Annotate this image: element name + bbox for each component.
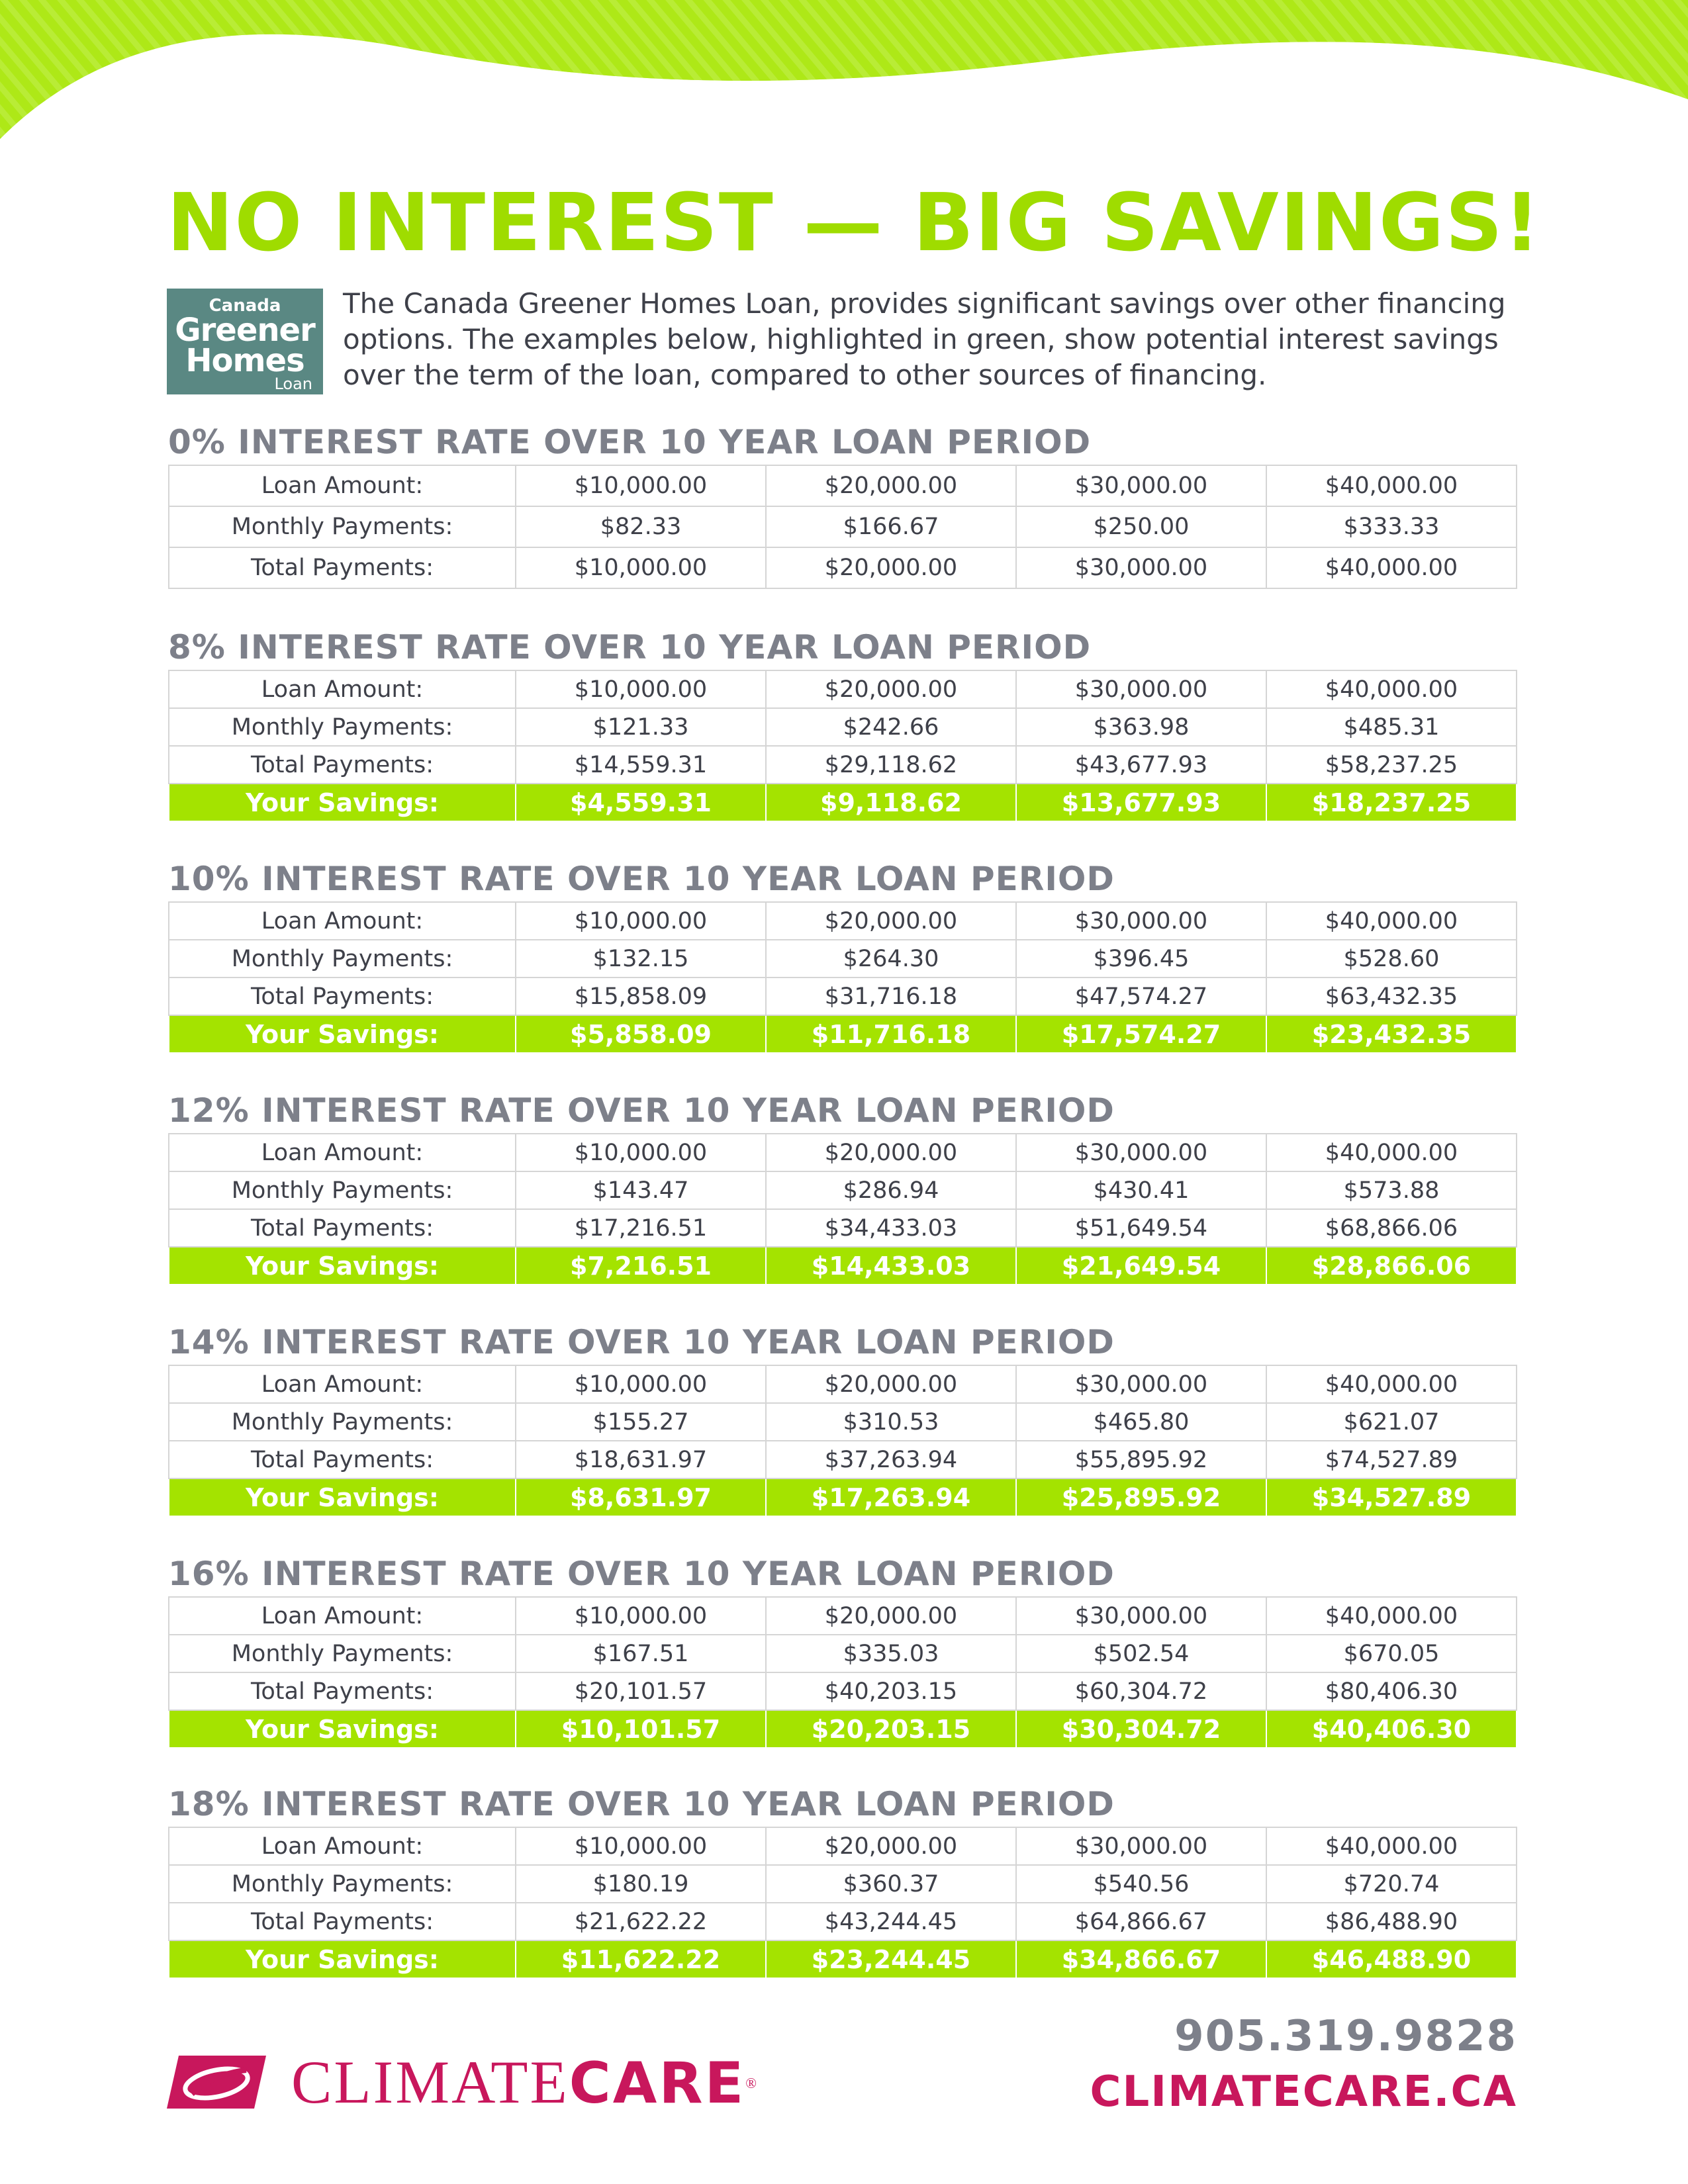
table-cell: $10,000.00 — [516, 1134, 766, 1171]
table-cell: $132.15 — [516, 940, 766, 978]
top-wave-banner — [0, 0, 1688, 152]
table-cell: $18,631.97 — [516, 1441, 766, 1479]
phone-number[interactable]: 905.319.9828 — [1174, 2012, 1517, 2061]
table-row — [169, 1903, 1517, 1940]
table-cell: $30,000.00 — [1016, 1827, 1266, 1865]
table-cell: $68,866.06 — [1266, 1209, 1517, 1247]
brand-name-bold: CARE — [569, 2050, 746, 2116]
greener-homes-logo: Canada Greener Homes Loan — [167, 289, 323, 394]
row-label: Loan Amount: — [169, 670, 516, 708]
row-label: Your Savings: — [169, 1710, 516, 1748]
page-title: NO INTEREST — BIG SAVINGS! — [167, 177, 1542, 269]
table-cell: $10,000.00 — [516, 670, 766, 708]
loan-table-section — [168, 1555, 1517, 1749]
table-cell: $573.88 — [1266, 1171, 1517, 1209]
table-cell: $21,622.22 — [516, 1903, 766, 1940]
row-label: Monthly Payments: — [169, 1171, 516, 1209]
table-cell: $670.05 — [1266, 1635, 1517, 1672]
table-cell: $485.31 — [1266, 708, 1517, 746]
table-row — [169, 1635, 1517, 1672]
savings-cell: $46,488.90 — [1266, 1940, 1517, 1978]
table-row — [169, 547, 1517, 588]
table-row — [169, 1171, 1517, 1209]
table-cell: $29,118.62 — [766, 746, 1016, 784]
table-cell: $720.74 — [1266, 1865, 1517, 1903]
table-cell: $20,000.00 — [766, 670, 1016, 708]
table-row — [169, 940, 1517, 978]
table-row — [169, 746, 1517, 784]
table-cell: $14,559.31 — [516, 746, 766, 784]
table-row — [169, 1365, 1517, 1403]
row-label: Total Payments: — [169, 547, 516, 588]
table-cell: $465.80 — [1016, 1403, 1266, 1441]
table-row — [169, 1403, 1517, 1441]
table-cell: $55,895.92 — [1016, 1441, 1266, 1479]
row-label: Loan Amount: — [169, 1597, 516, 1635]
section-title: 18% INTEREST RATE OVER 10 YEAR LOAN PERIOD — [168, 1785, 1115, 1823]
savings-cell: $7,216.51 — [516, 1247, 766, 1285]
row-label: Your Savings: — [169, 1479, 516, 1516]
row-label: Loan Amount: — [169, 465, 516, 506]
table-cell: $167.51 — [516, 1635, 766, 1672]
row-label: Monthly Payments: — [169, 1635, 516, 1672]
table-cell: $360.37 — [766, 1865, 1016, 1903]
table-cell: $242.66 — [766, 708, 1016, 746]
table-cell: $17,216.51 — [516, 1209, 766, 1247]
table-cell: $40,000.00 — [1266, 1365, 1517, 1403]
table-cell: $20,000.00 — [766, 547, 1016, 588]
savings-row — [169, 1247, 1517, 1285]
table-cell: $10,000.00 — [516, 1597, 766, 1635]
savings-row — [169, 1940, 1517, 1978]
table-cell: $60,304.72 — [1016, 1672, 1266, 1710]
savings-cell: $8,631.97 — [516, 1479, 766, 1516]
table-cell: $20,000.00 — [766, 465, 1016, 506]
loan-table — [168, 1596, 1517, 1749]
savings-cell: $18,237.25 — [1266, 784, 1517, 821]
loan-table-section — [168, 1092, 1517, 1285]
section-title: 12% INTEREST RATE OVER 10 YEAR LOAN PERIOD — [168, 1091, 1115, 1130]
loan-table-section — [168, 860, 1517, 1054]
table-row — [169, 1865, 1517, 1903]
table-cell: $51,649.54 — [1016, 1209, 1266, 1247]
savings-row — [169, 784, 1517, 821]
savings-cell: $30,304.72 — [1016, 1710, 1266, 1748]
table-cell: $40,000.00 — [1266, 902, 1517, 940]
table-cell: $58,237.25 — [1266, 746, 1517, 784]
savings-row — [169, 1015, 1517, 1053]
section-title: 8% INTEREST RATE OVER 10 YEAR LOAN PERIOD — [168, 628, 1092, 666]
row-label: Loan Amount: — [169, 1365, 516, 1403]
row-label: Total Payments: — [169, 746, 516, 784]
row-label: Loan Amount: — [169, 902, 516, 940]
row-label: Your Savings: — [169, 1940, 516, 1978]
row-label: Your Savings: — [169, 1247, 516, 1285]
table-row — [169, 1209, 1517, 1247]
savings-row — [169, 1479, 1517, 1516]
table-row — [169, 1134, 1517, 1171]
table-cell: $310.53 — [766, 1403, 1016, 1441]
table-cell: $264.30 — [766, 940, 1016, 978]
row-label: Total Payments: — [169, 978, 516, 1015]
row-label: Monthly Payments: — [169, 940, 516, 978]
table-cell: $10,000.00 — [516, 465, 766, 506]
savings-cell: $28,866.06 — [1266, 1247, 1517, 1285]
savings-cell: $4,559.31 — [516, 784, 766, 821]
table-row — [169, 506, 1517, 547]
savings-cell: $11,622.22 — [516, 1940, 766, 1978]
table-cell: $64,866.67 — [1016, 1903, 1266, 1940]
brand-name-light: CLIMATE — [291, 2048, 569, 2116]
table-cell: $363.98 — [1016, 708, 1266, 746]
savings-cell: $21,649.54 — [1016, 1247, 1266, 1285]
table-cell: $82.33 — [516, 506, 766, 547]
intro-text: The Canada Greener Homes Loan, provides significant savings over other financing options. The examples below, highlighted in green, show potential interest savings over the term of the loan, compared to other sources of financing. — [343, 287, 1506, 391]
savings-cell: $14,433.03 — [766, 1247, 1016, 1285]
row-label: Your Savings: — [169, 784, 516, 821]
loan-table-section — [168, 629, 1517, 822]
table-cell: $155.27 — [516, 1403, 766, 1441]
table-cell: $20,000.00 — [766, 1597, 1016, 1635]
table-row — [169, 978, 1517, 1015]
table-cell: $30,000.00 — [1016, 547, 1266, 588]
savings-cell: $10,101.57 — [516, 1710, 766, 1748]
row-label: Total Payments: — [169, 1903, 516, 1940]
table-cell: $10,000.00 — [516, 902, 766, 940]
table-cell: $43,244.45 — [766, 1903, 1016, 1940]
table-cell: $40,000.00 — [1266, 1597, 1517, 1635]
savings-cell: $11,716.18 — [766, 1015, 1016, 1053]
table-cell: $286.94 — [766, 1171, 1016, 1209]
row-label: Total Payments: — [169, 1672, 516, 1710]
table-row — [169, 1597, 1517, 1635]
table-row — [169, 708, 1517, 746]
savings-cell: $23,432.35 — [1266, 1015, 1517, 1053]
table-cell: $86,488.90 — [1266, 1903, 1517, 1940]
table-cell: $10,000.00 — [516, 1827, 766, 1865]
row-label: Loan Amount: — [169, 1827, 516, 1865]
table-cell: $40,203.15 — [766, 1672, 1016, 1710]
row-label: Monthly Payments: — [169, 1865, 516, 1903]
savings-cell: $40,406.30 — [1266, 1710, 1517, 1748]
loan-table-section — [168, 424, 1517, 589]
table-cell: $30,000.00 — [1016, 465, 1266, 506]
table-cell: $396.45 — [1016, 940, 1266, 978]
table-cell: $30,000.00 — [1016, 1597, 1266, 1635]
table-cell: $43,677.93 — [1016, 746, 1266, 784]
loan-table — [168, 1365, 1517, 1517]
table-row — [169, 902, 1517, 940]
table-row — [169, 465, 1517, 506]
row-label: Monthly Payments: — [169, 708, 516, 746]
section-title: 16% INTEREST RATE OVER 10 YEAR LOAN PERIOD — [168, 1555, 1115, 1593]
savings-cell: $17,263.94 — [766, 1479, 1016, 1516]
savings-cell: $25,895.92 — [1016, 1479, 1266, 1516]
savings-cell: $13,677.93 — [1016, 784, 1266, 821]
table-cell: $143.47 — [516, 1171, 766, 1209]
section-title: 10% INTEREST RATE OVER 10 YEAR LOAN PERIOD — [168, 860, 1115, 898]
savings-cell: $20,203.15 — [766, 1710, 1016, 1748]
table-cell: $37,263.94 — [766, 1441, 1016, 1479]
table-cell: $166.67 — [766, 506, 1016, 547]
table-cell: $30,000.00 — [1016, 1134, 1266, 1171]
table-row — [169, 1441, 1517, 1479]
table-cell: $180.19 — [516, 1865, 766, 1903]
loan-table — [168, 670, 1517, 822]
table-cell: $333.33 — [1266, 506, 1517, 547]
website-link[interactable]: CLIMATECARE.CA — [1090, 2068, 1517, 2116]
table-row — [169, 1827, 1517, 1865]
table-cell: $31,716.18 — [766, 978, 1016, 1015]
table-cell: $63,432.35 — [1266, 978, 1517, 1015]
loan-table — [168, 1827, 1517, 1979]
table-cell: $20,000.00 — [766, 1134, 1016, 1171]
loan-table — [168, 901, 1517, 1054]
table-cell: $74,527.89 — [1266, 1441, 1517, 1479]
savings-cell: $17,574.27 — [1016, 1015, 1266, 1053]
row-label: Loan Amount: — [169, 1134, 516, 1171]
savings-cell: $9,118.62 — [766, 784, 1016, 821]
loan-table-section — [168, 1324, 1517, 1517]
table-cell: $250.00 — [1016, 506, 1266, 547]
table-cell: $30,000.00 — [1016, 670, 1266, 708]
loan-table — [168, 1133, 1517, 1285]
table-cell: $20,000.00 — [766, 1365, 1016, 1403]
row-label: Your Savings: — [169, 1015, 516, 1053]
table-cell: $20,000.00 — [766, 1827, 1016, 1865]
table-cell: $502.54 — [1016, 1635, 1266, 1672]
row-label: Monthly Payments: — [169, 1403, 516, 1441]
table-cell: $80,406.30 — [1266, 1672, 1517, 1710]
table-cell: $47,574.27 — [1016, 978, 1266, 1015]
climatecare-logo — [167, 2050, 849, 2114]
savings-cell: $23,244.45 — [766, 1940, 1016, 1978]
table-row — [169, 670, 1517, 708]
table-cell: $10,000.00 — [516, 1365, 766, 1403]
savings-cell: $34,527.89 — [1266, 1479, 1517, 1516]
table-cell: $40,000.00 — [1266, 465, 1517, 506]
table-cell: $30,000.00 — [1016, 902, 1266, 940]
row-label: Total Payments: — [169, 1209, 516, 1247]
savings-cell: $34,866.67 — [1016, 1940, 1266, 1978]
table-cell: $528.60 — [1266, 940, 1517, 978]
table-cell: $20,101.57 — [516, 1672, 766, 1710]
table-cell: $430.41 — [1016, 1171, 1266, 1209]
table-cell: $40,000.00 — [1266, 670, 1517, 708]
table-cell: $40,000.00 — [1266, 1134, 1517, 1171]
table-cell: $40,000.00 — [1266, 547, 1517, 588]
row-label: Monthly Payments: — [169, 506, 516, 547]
table-cell: $20,000.00 — [766, 902, 1016, 940]
section-title: 0% INTEREST RATE OVER 10 YEAR LOAN PERIOD — [168, 423, 1092, 461]
row-label: Total Payments: — [169, 1441, 516, 1479]
table-cell: $540.56 — [1016, 1865, 1266, 1903]
registered-mark: ® — [745, 2075, 759, 2091]
table-cell: $335.03 — [766, 1635, 1016, 1672]
table-cell: $40,000.00 — [1266, 1827, 1517, 1865]
table-cell: $121.33 — [516, 708, 766, 746]
savings-row — [169, 1710, 1517, 1748]
table-row — [169, 1672, 1517, 1710]
loan-table — [168, 465, 1517, 589]
table-cell: $34,433.03 — [766, 1209, 1016, 1247]
savings-cell: $5,858.09 — [516, 1015, 766, 1053]
table-cell: $10,000.00 — [516, 547, 766, 588]
climatecare-swoosh-icon — [167, 2056, 266, 2109]
table-cell: $30,000.00 — [1016, 1365, 1266, 1403]
loan-table-section — [168, 1786, 1517, 1979]
table-cell: $621.07 — [1266, 1403, 1517, 1441]
section-title: 14% INTEREST RATE OVER 10 YEAR LOAN PERIOD — [168, 1323, 1115, 1361]
table-cell: $15,858.09 — [516, 978, 766, 1015]
